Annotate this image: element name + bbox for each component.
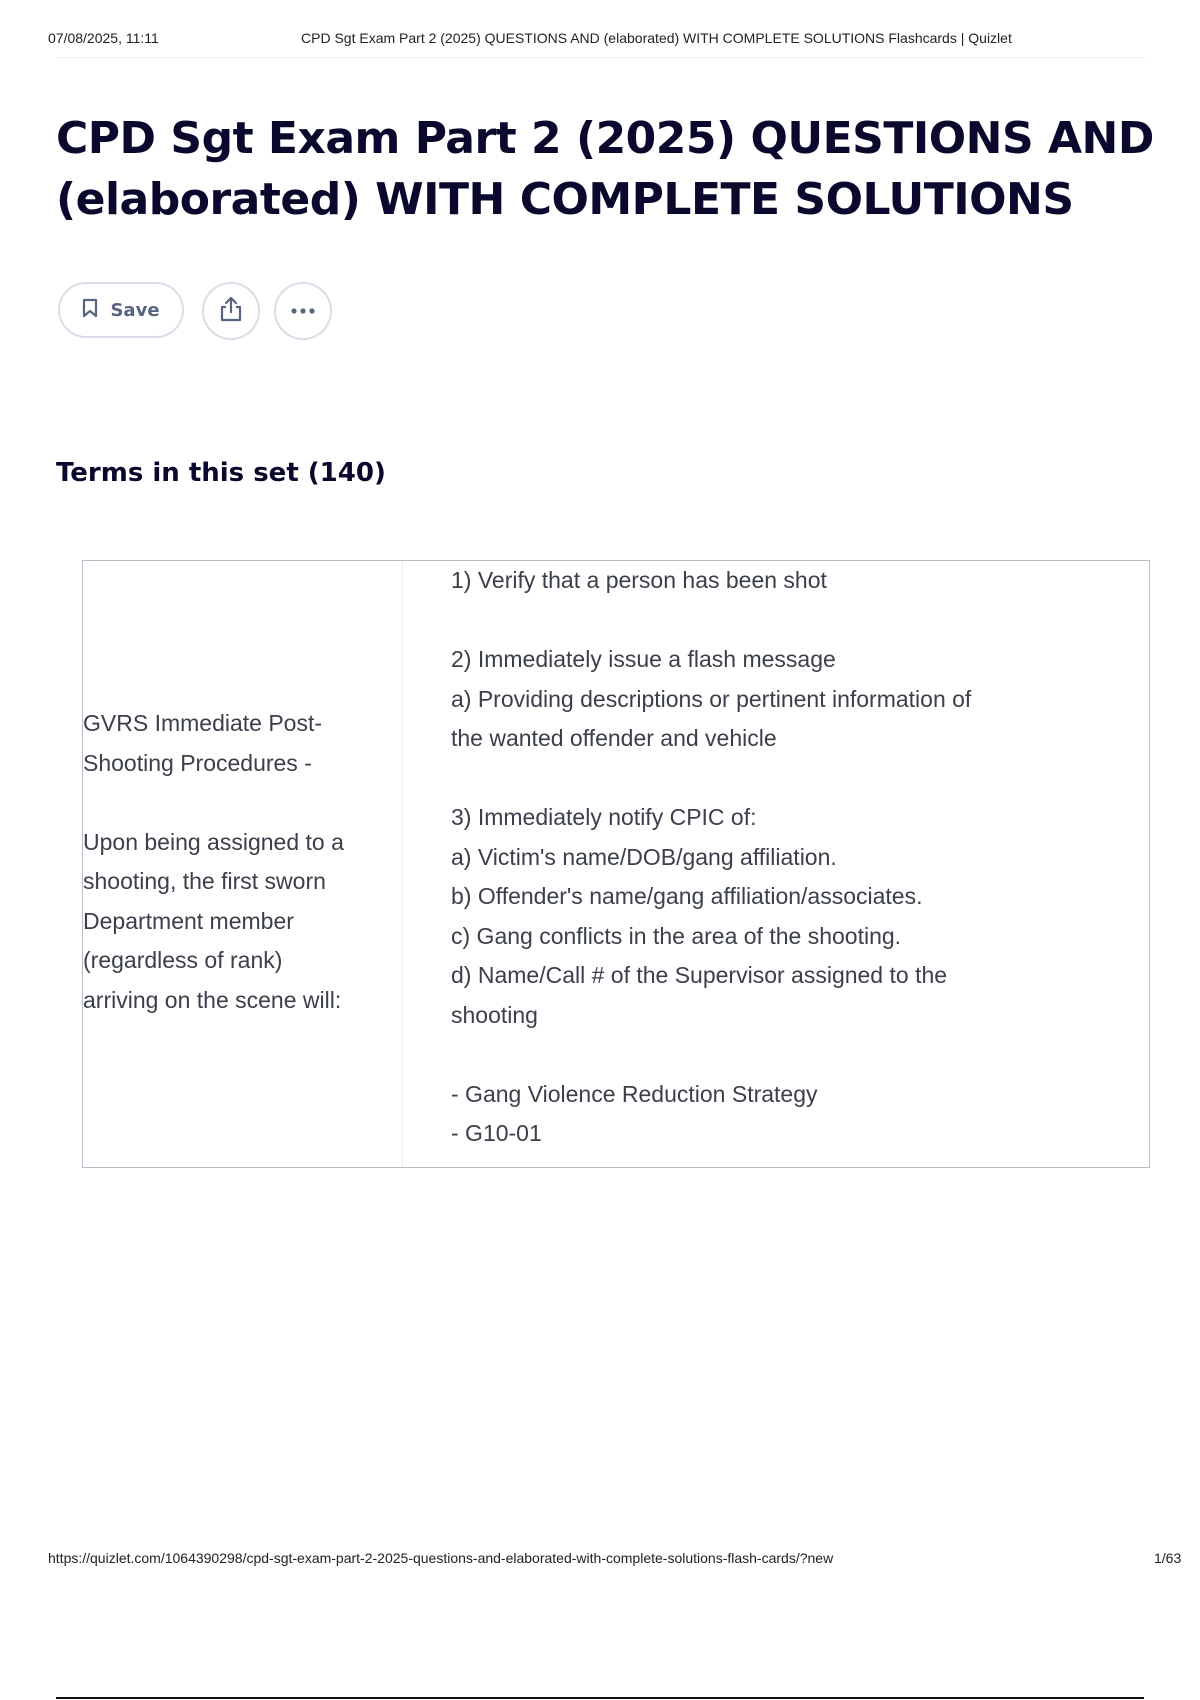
flashcard-definition: 1) Verify that a person has been shot 2) Immediately issue a flash message a) Providing descriptions or pertinent information of the wanted offender and vehicle 3) Immediately notify CPIC of: a) Victim's name/DOB/gang affiliation. b) Offender's name/gang affiliation/associates. c) Gang conflicts in the area of the shooting. d) Name/Call # of the Supervisor assigned to the shooting - Gang Violence Reduction Strategy - G10-01: [451, 567, 972, 1146]
share-button[interactable]: [202, 282, 260, 340]
print-header: [48, 30, 1152, 50]
save-button[interactable]: [58, 282, 184, 338]
page-url: https://quizlet.com/1064390298/cpd-sgt-exam-part-2-2025-questions-and-elaborated-with-complete-solutions-flash-cards/?new: [48, 1550, 834, 1566]
print-document-title: CPD Sgt Exam Part 2 (2025) QUESTIONS AND (elaborated) WITH COMPLETE SOLUTIONS Flashcards | Quizlet: [301, 30, 1012, 46]
print-date: 07/08/2025, 11:11: [48, 30, 159, 46]
save-button-label: Save: [110, 299, 160, 321]
page-title: CPD Sgt Exam Part 2 (2025) QUESTIONS AND (elaborated) WITH COMPLETE SOLUTIONS: [56, 113, 1154, 225]
flashcard-term: GVRS Immediate Post- Shooting Procedures - Upon being assigned to a shooting, the first sworn Department member (regardless of rank) arriving on the scene will:: [83, 710, 344, 1013]
print-footer: [48, 1550, 1200, 1570]
bookmark-icon: [82, 298, 98, 323]
flashcard: [82, 560, 1150, 1168]
page-number: 1/63: [1154, 1550, 1182, 1566]
more-icon: [290, 302, 316, 320]
flashcard-divider: [402, 561, 403, 1167]
bottom-divider: [56, 1697, 1144, 1699]
more-options-button[interactable]: [274, 282, 332, 340]
share-icon: [218, 295, 244, 328]
header-divider: [56, 57, 1146, 58]
terms-heading: Terms in this set (140): [56, 458, 386, 488]
